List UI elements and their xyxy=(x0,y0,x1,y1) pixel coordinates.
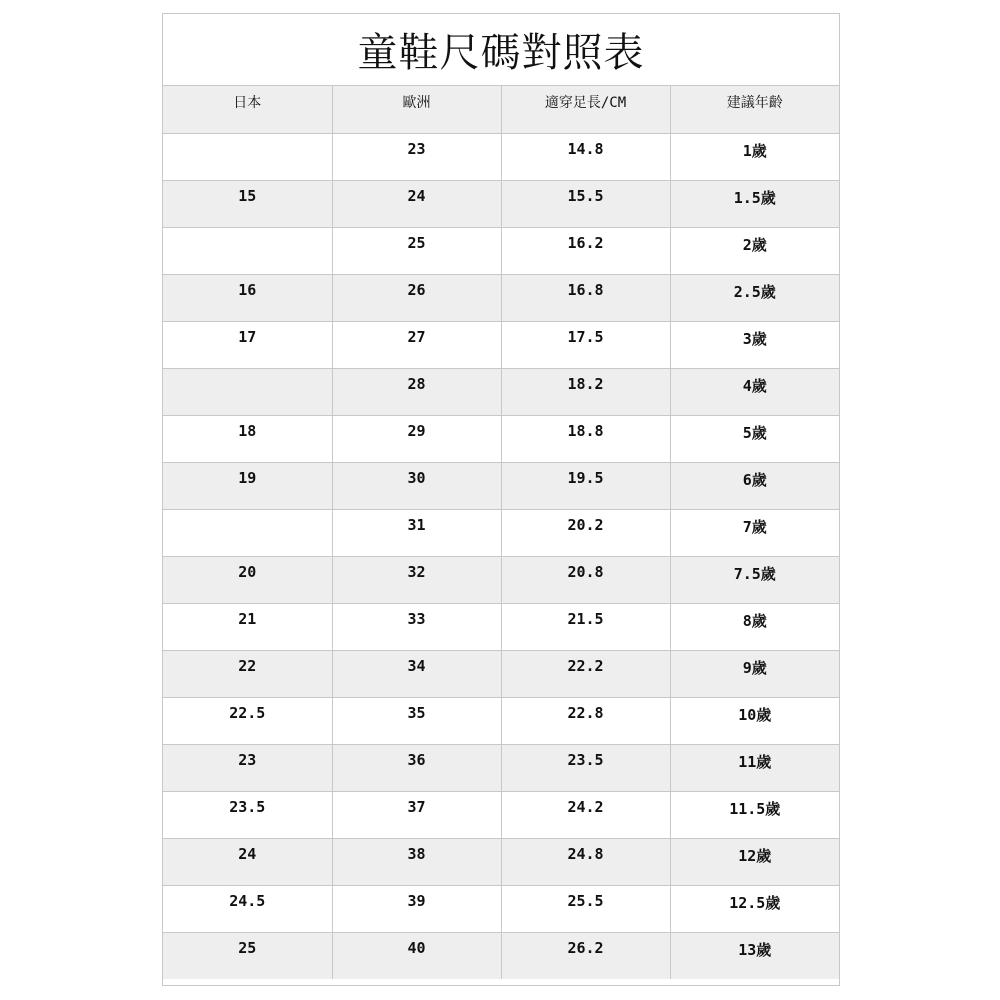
age-cell: 5歲 xyxy=(670,415,839,462)
foot-length-cell: 24.8 xyxy=(501,838,670,885)
foot-length-cell: 16.2 xyxy=(501,227,670,274)
foot-length-cell: 14.8 xyxy=(501,133,670,180)
foot-length-cell: 21.5 xyxy=(501,603,670,650)
foot-length-cell: 26.2 xyxy=(501,932,670,979)
table-row xyxy=(163,180,839,227)
table-row xyxy=(163,462,839,509)
europe-size-cell: 24 xyxy=(332,180,501,227)
age-cell: 4歲 xyxy=(670,368,839,415)
table-row xyxy=(163,885,839,932)
europe-size-cell: 26 xyxy=(332,274,501,321)
size-chart-sheet xyxy=(162,13,840,986)
chart-title: 童鞋尺碼對照表 xyxy=(163,14,839,86)
foot-length-cell: 15.5 xyxy=(501,180,670,227)
table-row xyxy=(163,321,839,368)
japan-size-cell: 20 xyxy=(163,556,332,603)
header-europe: 歐洲 xyxy=(332,86,501,133)
table-row xyxy=(163,274,839,321)
table-row xyxy=(163,509,839,556)
age-cell: 6歲 xyxy=(670,462,839,509)
age-cell: 12歲 xyxy=(670,838,839,885)
japan-size-cell xyxy=(163,509,332,556)
europe-size-cell: 23 xyxy=(332,133,501,180)
japan-size-cell: 23.5 xyxy=(163,791,332,838)
table-row xyxy=(163,415,839,462)
table-row xyxy=(163,603,839,650)
europe-size-cell: 40 xyxy=(332,932,501,979)
table-row xyxy=(163,697,839,744)
table-row xyxy=(163,744,839,791)
europe-size-cell: 34 xyxy=(332,650,501,697)
age-cell: 10歲 xyxy=(670,697,839,744)
age-cell: 1.5歲 xyxy=(670,180,839,227)
table-row xyxy=(163,227,839,274)
europe-size-cell: 25 xyxy=(332,227,501,274)
age-cell: 1歲 xyxy=(670,133,839,180)
age-cell: 11.5歲 xyxy=(670,791,839,838)
japan-size-cell: 22.5 xyxy=(163,697,332,744)
japan-size-cell: 24 xyxy=(163,838,332,885)
japan-size-cell: 19 xyxy=(163,462,332,509)
japan-size-cell: 15 xyxy=(163,180,332,227)
age-cell: 2歲 xyxy=(670,227,839,274)
age-cell: 11歲 xyxy=(670,744,839,791)
foot-length-cell: 17.5 xyxy=(501,321,670,368)
header-age: 建議年齡 xyxy=(670,86,839,133)
age-cell: 8歲 xyxy=(670,603,839,650)
table-row xyxy=(163,133,839,180)
japan-size-cell xyxy=(163,227,332,274)
europe-size-cell: 38 xyxy=(332,838,501,885)
europe-size-cell: 28 xyxy=(332,368,501,415)
foot-length-cell: 25.5 xyxy=(501,885,670,932)
foot-length-cell: 20.8 xyxy=(501,556,670,603)
foot-length-cell: 16.8 xyxy=(501,274,670,321)
table-row xyxy=(163,650,839,697)
foot-length-cell: 18.8 xyxy=(501,415,670,462)
header-japan: 日本 xyxy=(163,86,332,133)
europe-size-cell: 30 xyxy=(332,462,501,509)
table-row xyxy=(163,556,839,603)
europe-size-cell: 35 xyxy=(332,697,501,744)
japan-size-cell: 24.5 xyxy=(163,885,332,932)
age-cell: 7.5歲 xyxy=(670,556,839,603)
japan-size-cell xyxy=(163,368,332,415)
europe-size-cell: 32 xyxy=(332,556,501,603)
japan-size-cell: 25 xyxy=(163,932,332,979)
size-table-body xyxy=(163,133,839,979)
age-cell: 12.5歲 xyxy=(670,885,839,932)
age-cell: 13歲 xyxy=(670,932,839,979)
table-row xyxy=(163,838,839,885)
japan-size-cell xyxy=(163,133,332,180)
japan-size-cell: 17 xyxy=(163,321,332,368)
japan-size-cell: 22 xyxy=(163,650,332,697)
foot-length-cell: 20.2 xyxy=(501,509,670,556)
europe-size-cell: 27 xyxy=(332,321,501,368)
header-foot-length: 適穿足長/CM xyxy=(501,86,670,133)
foot-length-cell: 22.8 xyxy=(501,697,670,744)
foot-length-cell: 19.5 xyxy=(501,462,670,509)
japan-size-cell: 18 xyxy=(163,415,332,462)
age-cell: 9歲 xyxy=(670,650,839,697)
table-row xyxy=(163,932,839,979)
table-row xyxy=(163,791,839,838)
europe-size-cell: 36 xyxy=(332,744,501,791)
foot-length-cell: 23.5 xyxy=(501,744,670,791)
age-cell: 2.5歲 xyxy=(670,274,839,321)
table-row xyxy=(163,368,839,415)
foot-length-cell: 22.2 xyxy=(501,650,670,697)
europe-size-cell: 31 xyxy=(332,509,501,556)
japan-size-cell: 21 xyxy=(163,603,332,650)
europe-size-cell: 33 xyxy=(332,603,501,650)
europe-size-cell: 29 xyxy=(332,415,501,462)
header-row xyxy=(163,86,839,133)
age-cell: 3歲 xyxy=(670,321,839,368)
size-table xyxy=(163,86,839,979)
age-cell: 7歲 xyxy=(670,509,839,556)
foot-length-cell: 24.2 xyxy=(501,791,670,838)
japan-size-cell: 23 xyxy=(163,744,332,791)
europe-size-cell: 37 xyxy=(332,791,501,838)
europe-size-cell: 39 xyxy=(332,885,501,932)
foot-length-cell: 18.2 xyxy=(501,368,670,415)
japan-size-cell: 16 xyxy=(163,274,332,321)
